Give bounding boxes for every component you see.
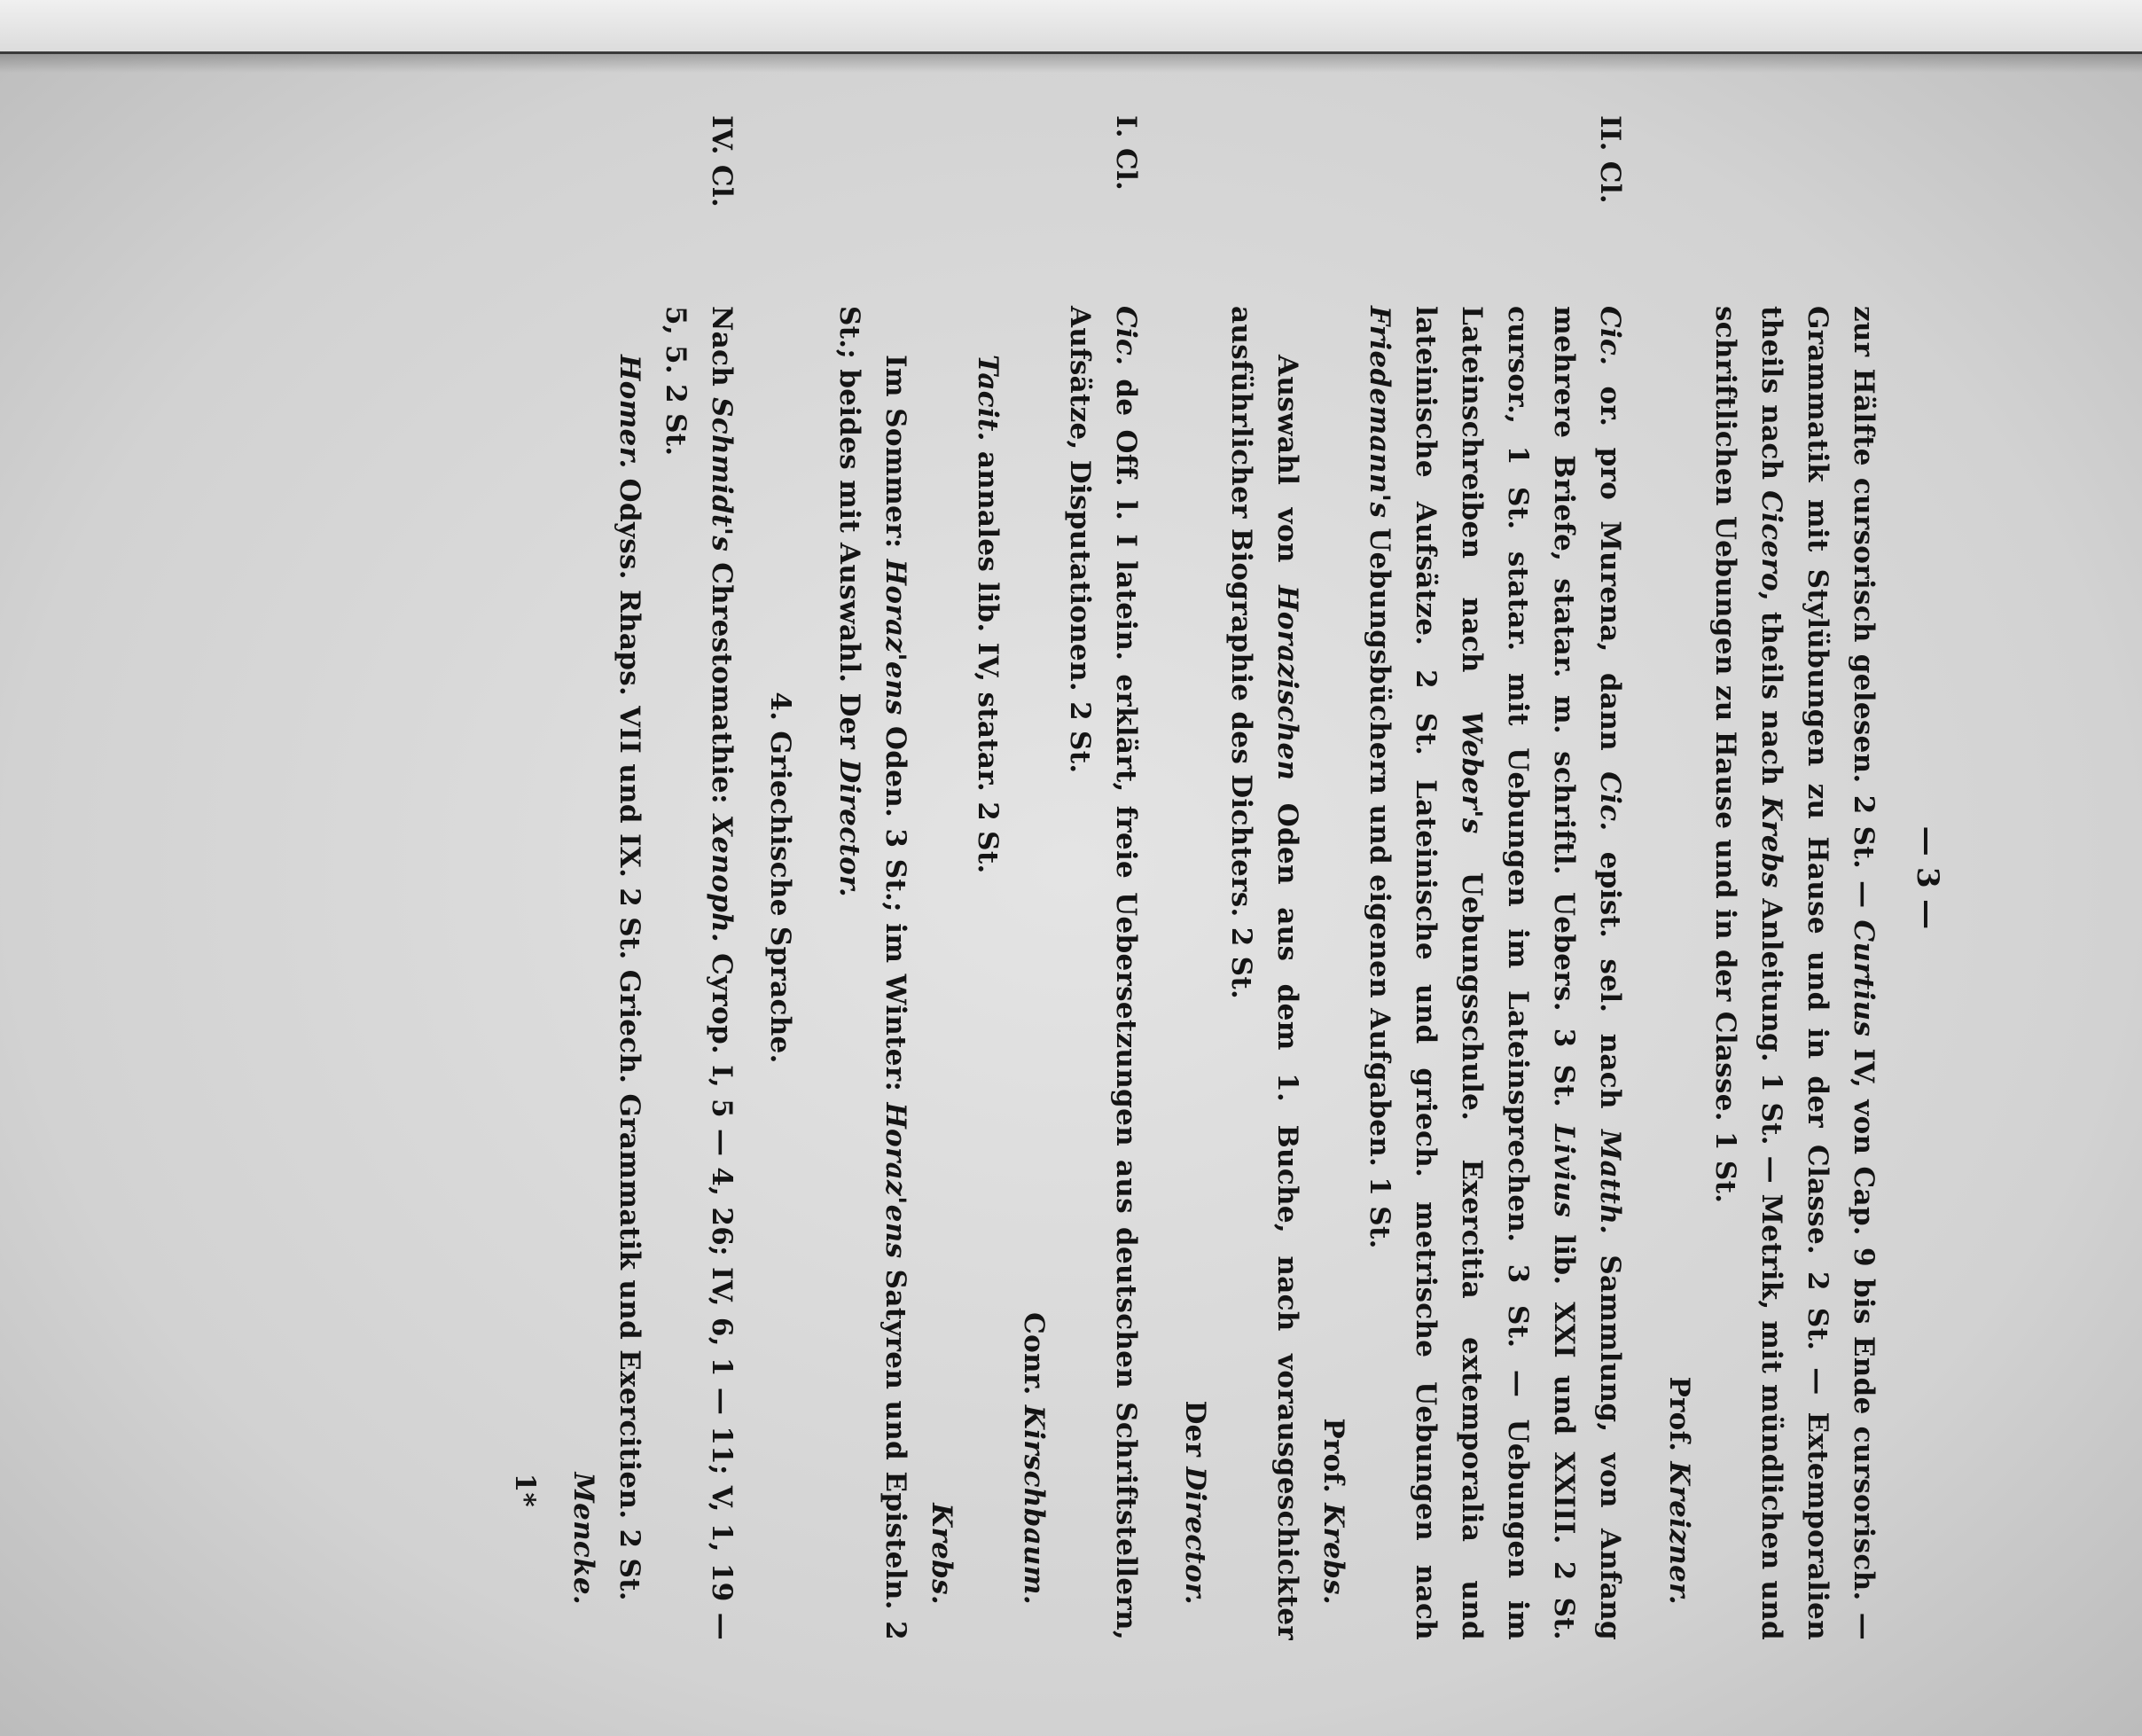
text-run: IV, von Cap. 9 bis Ende cursorisch. — Grammatik mit Stylübungen zu Hause und in der Classe. 2 St. — Extemporalien theils nach [1755, 306, 1880, 1641]
class-iv-block [560, 115, 745, 1640]
page-fold-shadow [0, 51, 2142, 73]
teacher-signature: Conr. Kirschbaum. [1018, 1312, 1050, 1605]
class-label-iv: IV. Cl. [706, 115, 738, 208]
signature-mark: 1* [509, 1473, 541, 1507]
class-label-ii: II. Cl. [1594, 115, 1626, 204]
class-iv-paragraph-2: Homer. Odyss. Rhaps. VII und IX. 2 St. Griech. Grammatik und Exercitien. 2 St. [614, 355, 645, 1601]
continuation-block [1656, 115, 1887, 1640]
document-page [502, 115, 1950, 1640]
teacher-signature: Prof. Krebs. [1317, 1418, 1349, 1605]
scan-top-edge [0, 0, 2142, 54]
text-run: , theils nach [1755, 591, 1787, 796]
author-name: Curtius [1848, 919, 1880, 1037]
author-name: Cicero [1755, 490, 1787, 591]
class-label-i: I. Cl. [1110, 115, 1142, 192]
class-ii-paragraph-2: Auswahl von Horazischen Oden aus dem 1. Buche, nach vorausgeschickter ausführlicher Biographie des Dichters. 2 St. [1225, 306, 1303, 1640]
class-i-paragraph-3: Im Sommer: Horaz'ens Oden. 3 St.; im Winter: Horaz'ens Satyren und Episteln. 2 St.; beides mit Auswahl. Der Director. [833, 306, 911, 1640]
class-ii-paragraph-1: Cic. or. pro Murena, dann Cic. epist. sel. nach Matth. Sammlung, von Anfang mehrere Briefe, statar. m. schriftl. Uebers. 3 St. Livius lib. XXI und XXIII. 2 St. cursor., 1 St. statar. mit Uebungen im Lateinsprechen. 3 St. — Uebungen im Lateinschreiben nach Weber's Uebungsschule. Exercitia extemporalia und lateinische Aufsätze. 2 St. Lateinische und griech. metrische Uebungen nach Friedemann's Uebungsbüchern und eigenen Aufgaben. 1 St. [1364, 306, 1626, 1641]
text-run: zur Hälfte cursorisch gelesen. 2 St. — [1848, 306, 1880, 920]
section-heading: 4. Griechische Sprache. [764, 692, 796, 1064]
class-ii-block [1172, 115, 1633, 1640]
author-name: Krebs [1755, 795, 1787, 888]
class-i-paragraph-2: Tacit. annales lib. IV, statar. 2 St. [972, 355, 1004, 874]
teacher-signature: Der Director. [1179, 1400, 1211, 1605]
teacher-signature: Mencke. [567, 1472, 599, 1605]
continuation-paragraph [1702, 306, 1887, 1640]
class-i-paragraph-1: Cic. de Off. l. I latein. erklärt, freie Uebersetzungen aus deutschen Schriftstellern, Aufsätze, Disputationen. 2 St. [1064, 306, 1142, 1640]
teacher-signature: Krebs. [926, 1503, 958, 1605]
class-iv-paragraph-1: Nach Schmidt's Chrestomathie: Xenoph. Cyrop. I, 5 — 4, 26; IV, 6, 1 — 11; V, 1, 19 — 5, 5. 2 St. [660, 306, 738, 1640]
class-i-block [826, 115, 1149, 1640]
text-run: Anleitung. 1 St. — Metrik, mit mündlichen und schriftlichen Uebungen zu Hause und in der Classe. 1 St. [1709, 306, 1787, 1641]
page-number-header: — 3 — [1910, 825, 1945, 930]
teacher-signature: Prof. Kreizner. [1663, 1376, 1695, 1605]
